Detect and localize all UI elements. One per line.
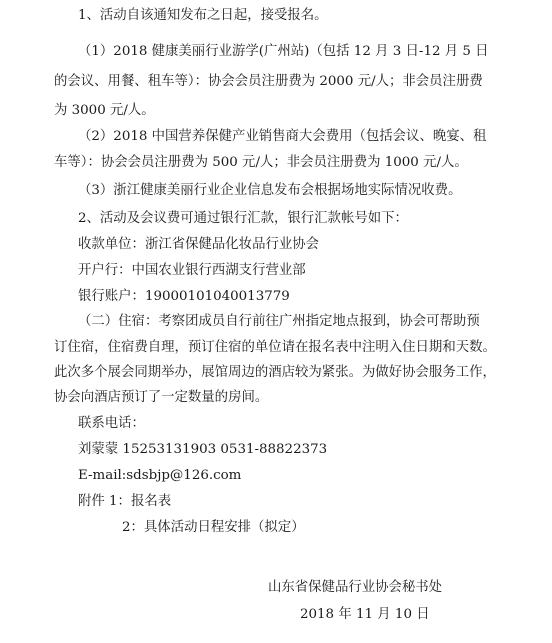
fee-item-3: （3）浙江健康美丽行业企业信息发布会根据场地实际情况收费。: [78, 183, 462, 198]
bank-name: 开户行：中国农业银行西湖支行营业部: [78, 263, 306, 278]
contact-phone: 刘蒙蒙 15253131903 0531-88822373: [78, 442, 328, 457]
fee-item-1-line-3: 为 3000 元/人。: [54, 103, 155, 118]
payee-unit: 收款单位：浙江省保健品化妆品行业协会: [78, 237, 320, 252]
issue-date: 2018 年 11 月 10 日: [300, 607, 430, 622]
attachment-2: 2：具体活动日程安排（拟定）: [122, 520, 305, 535]
fee-item-2-line-2: 车等）：协会会员注册费为 500 元/人；非会员注册费为 1000 元/人。: [54, 155, 468, 170]
accommodation-line-1: （二）住宿：考察团成员自行前往广州指定地点报到，协会可帮助预: [78, 314, 480, 329]
fee-item-1-line-2: 的会议、用餐、租车等）：协会会员注册费为 2000 元/人；非会员注册费: [54, 74, 483, 89]
fee-item-2-line-1: （2）2018 中国营养保健产业销售商大会费用（包括会议、晚宴、租: [78, 129, 487, 144]
bank-account: 银行账户：19000101040013779: [78, 289, 290, 304]
contact-email: E-mail:sdsbjp@126.com: [78, 468, 242, 483]
issuer-signature: 山东省保健品行业协会秘书处: [268, 580, 443, 595]
item-registration: 1、活动自该通知发布之日起，接受报名。: [78, 8, 328, 23]
item-bank-transfer: 2、活动及会议费可通过银行汇款，银行汇款帐号如下：: [78, 211, 408, 226]
accommodation-line-4: 协会向酒店预订了一定数量的房间。: [54, 390, 269, 405]
accommodation-line-2: 订住宿，住宿费自理，预订住宿的单位请在报名表中注明入住日期和天数。: [54, 340, 496, 355]
accommodation-line-3: 此次多个展会同期举办，展馆周边的酒店较为紧张。为做好协会服务工作，: [54, 365, 496, 380]
contact-label: 联系电话：: [78, 416, 145, 431]
attachment-1: 附件 1：报名表: [78, 494, 172, 509]
fee-item-1-line-1: （1）2018 健康美丽行业游学(广州站)（包括 12 月 3 日-12 月 5 日: [78, 44, 489, 59]
